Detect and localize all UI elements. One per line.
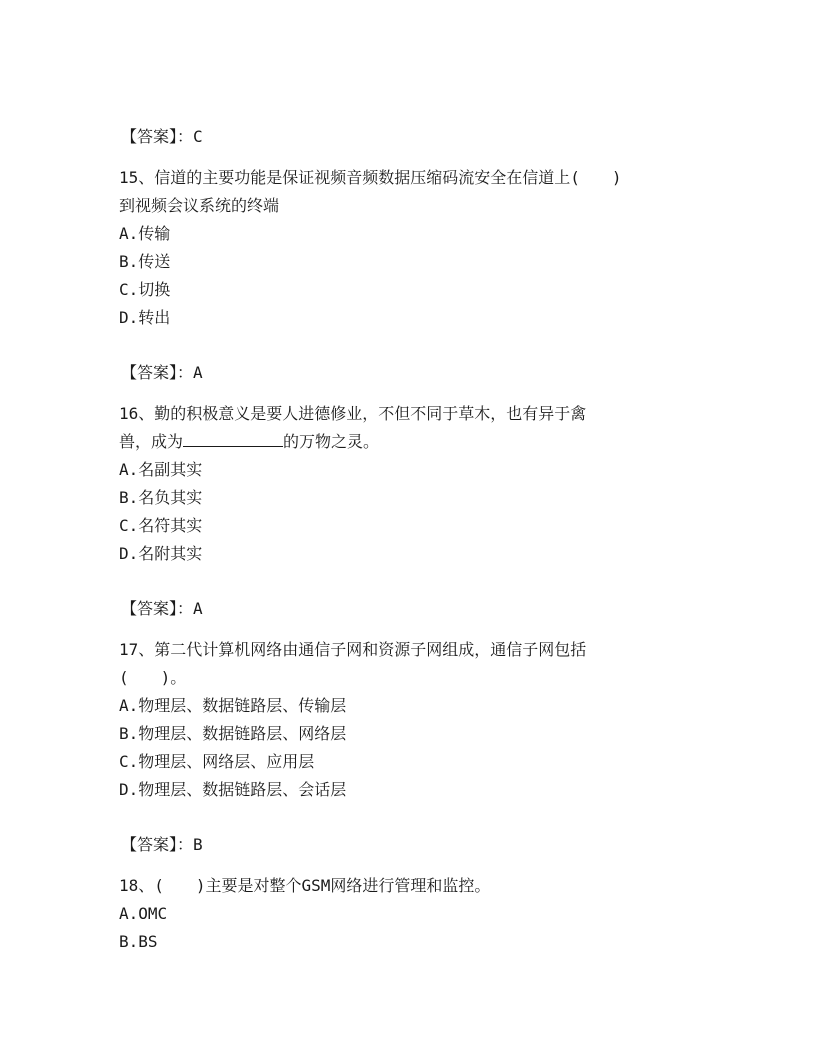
question-17-option-c: C.物理层、网络层、应用层: [119, 752, 315, 771]
answer-value: A: [193, 363, 203, 382]
answer-line: [121, 835, 203, 855]
question-17-option-a: A.物理层、数据链路层、传输层: [119, 696, 347, 715]
answer-line: [121, 363, 203, 383]
question-15-line-1: 15、信道的主要功能是保证视频音频数据压缩码流安全在信道上( ): [119, 168, 622, 187]
question-17-option-d: D.物理层、数据链路层、会话层: [119, 780, 347, 799]
answer-value: A: [193, 599, 203, 618]
answer-value: B: [193, 835, 203, 854]
answer-prefix: 【答案】：: [121, 599, 194, 618]
question-16-text-before-blank: 兽，成为: [119, 432, 184, 451]
question-16-option-a: A.名副其实: [119, 460, 203, 479]
question-17-option-b: B.物理层、数据链路层、网络层: [119, 724, 347, 743]
answer-value: C: [193, 127, 203, 146]
question-18-option-a: A.OMC: [119, 904, 168, 923]
question-18-option-b: B.BS: [119, 932, 158, 951]
question-15-option-c: C.切换: [119, 280, 171, 299]
question-17-line-1: 17、第二代计算机网络由通信子网和资源子网组成，通信子网包括: [119, 640, 587, 659]
fill-in-blank: [183, 432, 283, 447]
question-17-line-2: ( )。: [119, 668, 187, 687]
answer-prefix: 【答案】：: [121, 127, 194, 146]
question-15-option-a: A.传输: [119, 224, 171, 243]
question-16-line-1: 16、勤的积极意义是要人进德修业，不但不同于草木，也有异于禽: [119, 404, 587, 423]
question-16-text-after-blank: 的万物之灵。: [283, 432, 380, 451]
question-15-option-b: B.传送: [119, 252, 171, 271]
question-15-option-d: D.转出: [119, 308, 171, 327]
question-16-option-c: C.名符其实: [119, 516, 203, 535]
question-15-line-2: 到视频会议系统的终端: [119, 196, 280, 215]
answer-prefix: 【答案】：: [121, 363, 194, 382]
answer-line: [121, 127, 203, 147]
question-16-option-d: D.名附其实: [119, 544, 203, 563]
answer-line: [121, 599, 203, 619]
question-16-line-2: [119, 432, 379, 452]
answer-prefix: 【答案】：: [121, 835, 194, 854]
question-16-option-b: B.名负其实: [119, 488, 203, 507]
question-18-line-1: 18、( )主要是对整个GSM网络进行管理和监控。: [119, 876, 491, 895]
